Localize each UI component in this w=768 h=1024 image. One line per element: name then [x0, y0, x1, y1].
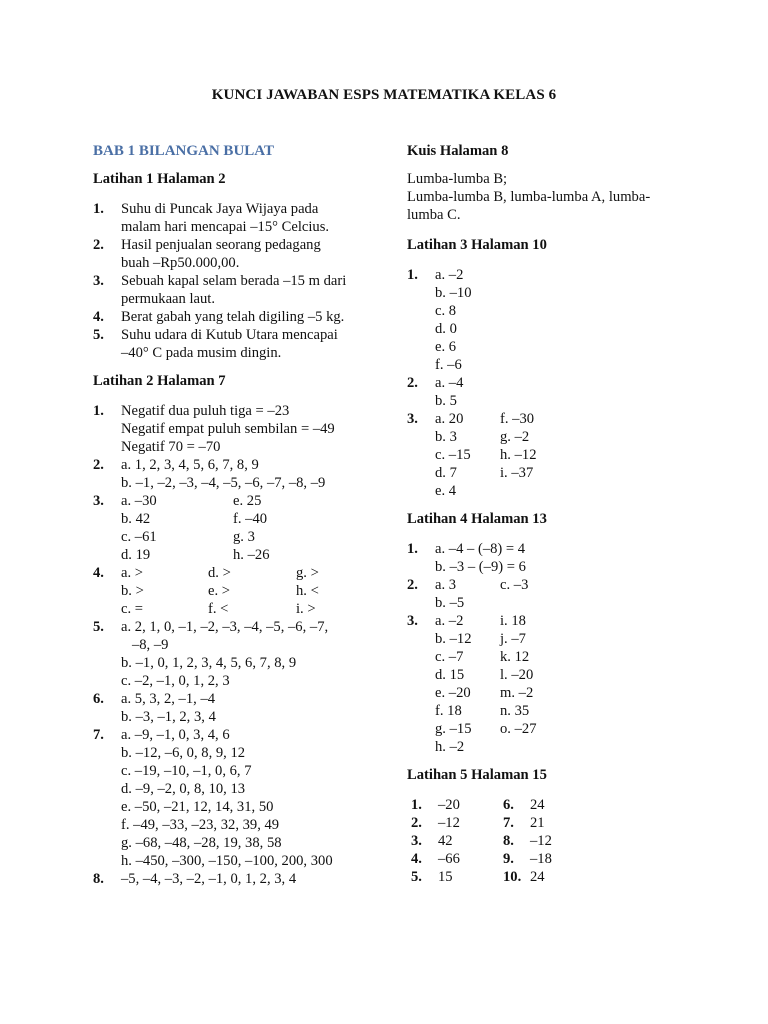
answer-value: 21	[530, 815, 545, 831]
answer-cell: c. –3	[500, 577, 529, 593]
answer-item	[503, 796, 687, 814]
section-heading-latihan-1: Latihan 1 Halaman 2	[93, 171, 226, 187]
item-number: 6.	[93, 691, 104, 707]
answer-item	[411, 850, 503, 868]
item-number: 6.	[503, 797, 514, 813]
answer-cell: e. –20	[435, 685, 471, 701]
item-number: 3.	[407, 613, 418, 629]
text-line: permukaan laut.	[121, 291, 216, 307]
list-item	[93, 690, 393, 726]
answer-cell: f. 18	[435, 703, 462, 719]
list-item	[93, 726, 393, 870]
answer-cell: f. –30	[500, 411, 535, 427]
answer-cell: e. >	[208, 583, 231, 599]
list-item	[93, 326, 393, 362]
list-item	[407, 266, 687, 374]
list-item	[93, 564, 393, 618]
item-number: 1.	[93, 403, 104, 419]
text-line: Negatif dua puluh tiga = –23	[121, 403, 290, 419]
text-line: f. –6	[435, 357, 462, 373]
answer-cell: k. 12	[500, 649, 530, 665]
item-number: 4.	[93, 309, 104, 325]
item-number: 8.	[93, 871, 104, 887]
text-line: a. 1, 2, 3, 4, 5, 6, 7, 8, 9	[121, 457, 259, 473]
item-number: 7.	[93, 727, 104, 743]
list-item	[407, 374, 687, 410]
answer-item	[411, 868, 503, 886]
item-number: 1.	[93, 201, 104, 217]
item-number: 3.	[407, 411, 418, 427]
answer-value: –12	[438, 815, 460, 831]
list-item	[407, 612, 687, 756]
answer-cell: b. –12	[435, 631, 472, 647]
answer-cell: c. –7	[435, 649, 464, 665]
answer-value: –12	[530, 833, 552, 849]
section-heading-latihan-2: Latihan 2 Halaman 7	[93, 373, 226, 389]
list-item	[93, 402, 393, 456]
text-line: a. –4	[435, 375, 464, 391]
text-line: a. –4 – (–8) = 4	[435, 541, 526, 557]
list-item	[93, 870, 393, 888]
list-item	[93, 618, 393, 690]
item-number: 9.	[503, 851, 514, 867]
text-line: h. –450, –300, –150, –100, 200, 300	[121, 853, 333, 869]
item-number: 3.	[93, 493, 104, 509]
chapter-heading: BAB 1 BILANGAN BULAT	[93, 143, 275, 159]
text-line: c. 8	[435, 303, 457, 319]
item-number: 2.	[407, 577, 418, 593]
text-line: lumba C.	[407, 207, 461, 223]
answer-cell: n. 35	[500, 703, 530, 719]
latihan-1-list	[93, 200, 393, 362]
answer-cell: b. >	[121, 583, 144, 599]
text-line: Lumba-lumba B;	[407, 171, 508, 187]
answer-cell: d. >	[208, 565, 231, 581]
answer-value: 24	[530, 869, 545, 885]
text-line: a. 5, 3, 2, –1, –4	[121, 691, 216, 707]
document-title: KUNCI JAWABAN ESPS MATEMATIKA KELAS 6	[211, 87, 557, 103]
item-number: 5.	[93, 327, 104, 343]
answer-cell: h. –26	[233, 547, 270, 563]
answer-cell: f. –40	[233, 511, 268, 527]
answer-cell: g. 3	[233, 529, 255, 545]
answer-value: 15	[438, 869, 453, 885]
text-line: a. –2	[435, 267, 464, 283]
text-line: Berat gabah yang telah digiling –5 kg.	[121, 309, 345, 325]
item-number: 3.	[411, 833, 422, 849]
answer-cell	[500, 594, 687, 612]
answer-cell: d. 19	[121, 547, 151, 563]
item-number: 2.	[93, 237, 104, 253]
item-number: 4.	[93, 565, 104, 581]
answer-cell: o. –27	[500, 721, 537, 737]
text-line: malam hari mencapai –15° Celcius.	[121, 219, 330, 235]
text-line: a. –9, –1, 0, 3, 4, 6	[121, 727, 230, 743]
text-line: d. –9, –2, 0, 8, 10, 13	[121, 781, 246, 797]
right-column	[407, 142, 687, 886]
answer-item	[411, 796, 503, 814]
item-number: 1.	[407, 267, 418, 283]
text-line: Lumba-lumba B, lumba-lumba A, lumba-	[407, 189, 651, 205]
list-item	[93, 308, 393, 326]
text-line: b. –12, –6, 0, 8, 9, 12	[121, 745, 246, 761]
kuis-answer	[407, 170, 687, 224]
text-line: b. –3 – (–9) = 6	[435, 559, 526, 575]
text-line: e. –50, –21, 12, 14, 31, 50	[121, 799, 274, 815]
item-number: 1.	[411, 797, 422, 813]
section-heading-latihan-3: Latihan 3 Halaman 10	[407, 237, 547, 253]
answer-cell: c. =	[121, 601, 144, 617]
section-heading-kuis: Kuis Halaman 8	[407, 143, 509, 159]
list-item	[93, 492, 393, 564]
answer-cell: c. –15	[435, 447, 471, 463]
text-line: Sebuah kapal selam berada –15 m dari	[121, 273, 347, 289]
answer-cell: g. –2	[500, 429, 530, 445]
text-line: –5, –4, –3, –2, –1, 0, 1, 2, 3, 4	[121, 871, 297, 887]
item-number: 2.	[93, 457, 104, 473]
answer-item	[411, 832, 503, 850]
list-item	[407, 576, 687, 612]
answer-item	[503, 850, 687, 868]
answer-item	[411, 814, 503, 832]
answer-cell: a. >	[121, 565, 144, 581]
item-number: 2.	[411, 815, 422, 831]
left-column	[93, 142, 393, 898]
item-number: 10.	[503, 869, 522, 885]
text-line: g. –68, –48, –28, 19, 38, 58	[121, 835, 282, 851]
text-line: Suhu di Puncak Jaya Wijaya pada	[121, 201, 319, 217]
list-item	[93, 200, 393, 236]
latihan-3-list	[407, 266, 687, 500]
answer-item	[503, 814, 687, 832]
section-heading-latihan-4: Latihan 4 Halaman 13	[407, 511, 547, 527]
answer-cell: g. –15	[435, 721, 472, 737]
item-number: 3.	[93, 273, 104, 289]
item-number: 5.	[411, 869, 422, 885]
text-line: –40° C pada musim dingin.	[121, 345, 282, 361]
text-line: c. –2, –1, 0, 1, 2, 3	[121, 673, 230, 689]
item-number: 4.	[411, 851, 422, 867]
answer-cell: m. –2	[500, 685, 534, 701]
answer-value: –66	[438, 851, 460, 867]
latihan-2-list	[93, 402, 393, 888]
text-line: b. –1, 0, 1, 2, 3, 4, 5, 6, 7, 8, 9	[121, 655, 297, 671]
text-line: a. 2, 1, 0, –1, –2, –3, –4, –5, –6, –7,	[121, 619, 329, 635]
answer-cell: h. –2	[435, 739, 465, 755]
answer-cell: g. >	[296, 565, 319, 581]
answer-cell: b. –5	[435, 595, 465, 611]
text-line: Hasil penjualan seorang pedagang	[121, 237, 321, 253]
answer-cell	[500, 482, 687, 500]
answer-cell: i. 18	[500, 613, 526, 629]
text-line: d. 0	[435, 321, 457, 337]
text-line: buah –Rp50.000,00.	[121, 255, 240, 271]
text-line: b. –10	[435, 285, 472, 301]
list-item	[407, 410, 687, 500]
answer-cell: a. –2	[435, 613, 464, 629]
answer-item	[503, 832, 687, 850]
list-item	[93, 236, 393, 272]
latihan-4-list	[407, 540, 687, 756]
answer-cell: e. 25	[233, 493, 262, 509]
item-number: 2.	[407, 375, 418, 391]
answer-cell: f. <	[208, 601, 229, 617]
answer-cell: j. –7	[500, 631, 526, 647]
text-line: c. –19, –10, –1, 0, 6, 7	[121, 763, 252, 779]
answer-value: –20	[438, 797, 460, 813]
answer-cell: b. 42	[121, 511, 151, 527]
item-number: 8.	[503, 833, 514, 849]
answer-cell: d. 15	[435, 667, 465, 683]
latihan-5-answers	[407, 796, 687, 886]
answer-cell: c. –61	[121, 529, 157, 545]
text-line: b. 5	[435, 393, 457, 409]
answer-cell: b. 3	[435, 429, 457, 445]
answer-cell: i. >	[296, 601, 316, 617]
section-heading-latihan-5: Latihan 5 Halaman 15	[407, 767, 547, 783]
item-number: 7.	[503, 815, 514, 831]
item-number: 5.	[93, 619, 104, 635]
text-line: Suhu udara di Kutub Utara mencapai	[121, 327, 338, 343]
answer-value: –18	[530, 851, 552, 867]
list-item	[407, 540, 687, 576]
answer-cell: h. <	[296, 583, 319, 599]
answer-value: 24	[530, 797, 545, 813]
answer-value: 42	[438, 833, 453, 849]
answer-cell: a. 3	[435, 577, 457, 593]
text-line: –8, –9	[121, 637, 169, 653]
text-line: b. –3, –1, 2, 3, 4	[121, 709, 216, 725]
answer-cell: e. 4	[435, 483, 457, 499]
answer-cell: a. 20	[435, 411, 464, 427]
answer-cell: a. –30	[121, 493, 157, 509]
text-line: Negatif 70 = –70	[121, 439, 221, 455]
item-number: 1.	[407, 541, 418, 557]
answer-cell: l. –20	[500, 667, 534, 683]
list-item	[93, 272, 393, 308]
text-line: Negatif empat puluh sembilan = –49	[121, 421, 335, 437]
list-item	[93, 456, 393, 492]
answer-cell: h. –12	[500, 447, 537, 463]
text-line: e. 6	[435, 339, 457, 355]
answer-cell: d. 7	[435, 465, 457, 481]
text-line: b. –1, –2, –3, –4, –5, –6, –7, –8, –9	[121, 475, 326, 491]
text-line: f. –49, –33, –23, 32, 39, 49	[121, 817, 280, 833]
answer-cell: i. –37	[500, 465, 534, 481]
answer-item	[503, 868, 687, 886]
answer-cell	[500, 738, 687, 756]
